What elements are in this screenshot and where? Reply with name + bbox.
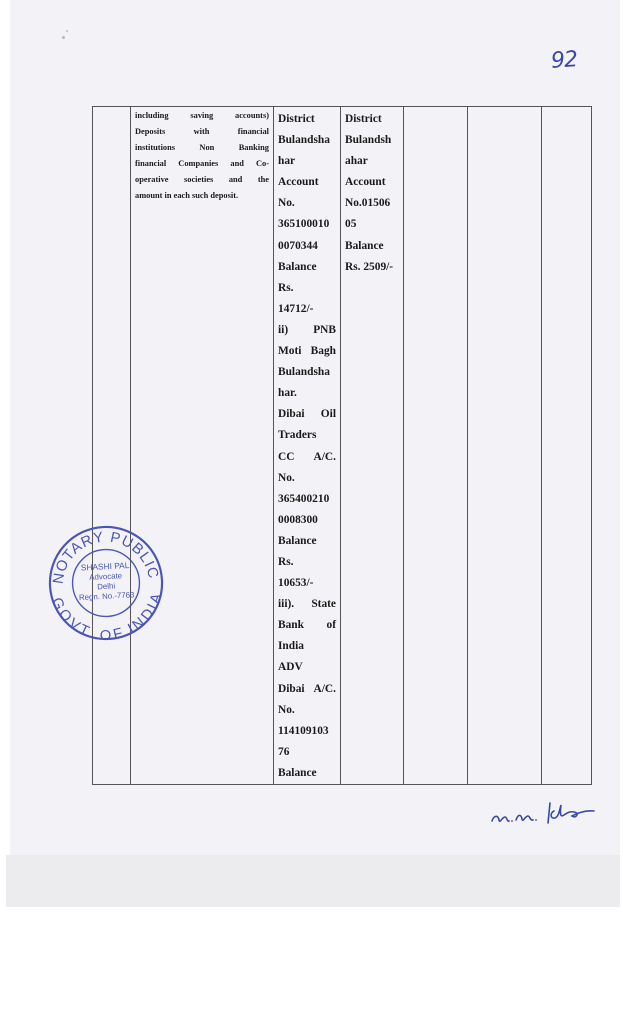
column-a-line: 365400210 — [278, 492, 330, 505]
table-row — [93, 107, 592, 785]
description-line: institutions Non Banking — [135, 143, 269, 152]
description-line: financial Companies and Co- — [135, 159, 269, 168]
column-b-line: 05 — [345, 218, 357, 231]
column-a-line: CC A/C. — [278, 450, 336, 463]
sheet-bottom-edge — [6, 855, 620, 907]
stamp-bottom-text: GOVT. OF INDIA — [47, 590, 166, 644]
stamp-city: Delhi — [96, 581, 116, 592]
column-a-line: No. — [278, 703, 295, 716]
column-a-line: iii). State — [278, 598, 336, 611]
column-b-line: ahar — [345, 155, 368, 168]
column-a-line: har. — [278, 387, 297, 400]
description-cell — [131, 107, 274, 785]
signature-mark — [488, 793, 600, 829]
column-b-text — [345, 109, 399, 278]
column-b-cell — [341, 107, 404, 785]
scan-speck — [62, 36, 65, 39]
column-a-line: 76 — [278, 745, 290, 758]
asset-table — [92, 106, 592, 785]
column-a-line: No. — [278, 197, 295, 210]
column-a-line: Bulandsha — [278, 366, 330, 379]
column-b-line: No.01506 — [345, 197, 391, 210]
description-line: amount in each such deposit. — [135, 191, 239, 200]
empty-cell — [542, 107, 592, 785]
stamp-top-text: NOTARY PUBLIC — [50, 529, 162, 585]
column-a-line: 114109103 — [278, 724, 329, 737]
column-a-line: ADV — [278, 661, 303, 674]
column-a-line: 10653/- — [278, 577, 314, 590]
column-a-line: Traders — [278, 429, 317, 442]
column-a-text — [278, 109, 336, 784]
empty-cell — [404, 107, 468, 785]
description-line: Deposits with financial — [135, 127, 269, 136]
stamp-title: Advocate — [89, 571, 123, 582]
column-a-line: No. — [278, 471, 295, 484]
column-b-line: Account — [345, 176, 386, 189]
scan-speck — [66, 30, 68, 32]
column-b-line: District — [345, 113, 382, 125]
column-b-line: Bulandsh — [345, 134, 392, 147]
page-number: 92 — [550, 47, 578, 74]
empty-cell — [468, 107, 542, 785]
stamp-name: SHASHI PAL — [80, 559, 130, 573]
column-a-line: Dibai Oil — [278, 408, 336, 421]
column-a-line: 0070344 — [278, 239, 318, 252]
column-a-line: 365100010 — [278, 218, 330, 231]
column-a-line: Bank of — [278, 619, 336, 632]
description-text — [135, 108, 269, 204]
column-a-line: District — [278, 113, 315, 125]
column-a-line: har — [278, 155, 296, 168]
column-a-line: Rs. — [278, 555, 294, 568]
column-a-line: Dibai A/C. — [278, 682, 336, 695]
column-b-line: Balance — [345, 239, 384, 252]
column-a-line: Balance — [278, 534, 317, 547]
column-a-line: Rs. — [278, 281, 294, 294]
column-a-line: Moti Bagh — [278, 345, 336, 358]
description-line: operative societies and the — [135, 175, 269, 184]
column-a-line: Account — [278, 176, 319, 189]
column-a-line: ii) PNB — [278, 323, 336, 336]
description-line: including saving accounts) — [135, 111, 269, 120]
column-a-line: India — [278, 640, 304, 653]
column-b-line: Rs. 2509/- — [345, 260, 394, 273]
column-a-line: Balance — [278, 260, 317, 273]
stamp-regn: Regn. No.-7763 — [78, 590, 135, 603]
column-a-cell — [274, 107, 341, 785]
column-a-line: Balance — [278, 766, 317, 779]
column-a-line: Bulandsha — [278, 134, 330, 147]
notary-stamp — [44, 521, 168, 645]
column-a-line: 14712/- — [278, 302, 314, 315]
column-a-line: 0008300 — [278, 513, 318, 526]
serial-cell — [93, 107, 131, 785]
